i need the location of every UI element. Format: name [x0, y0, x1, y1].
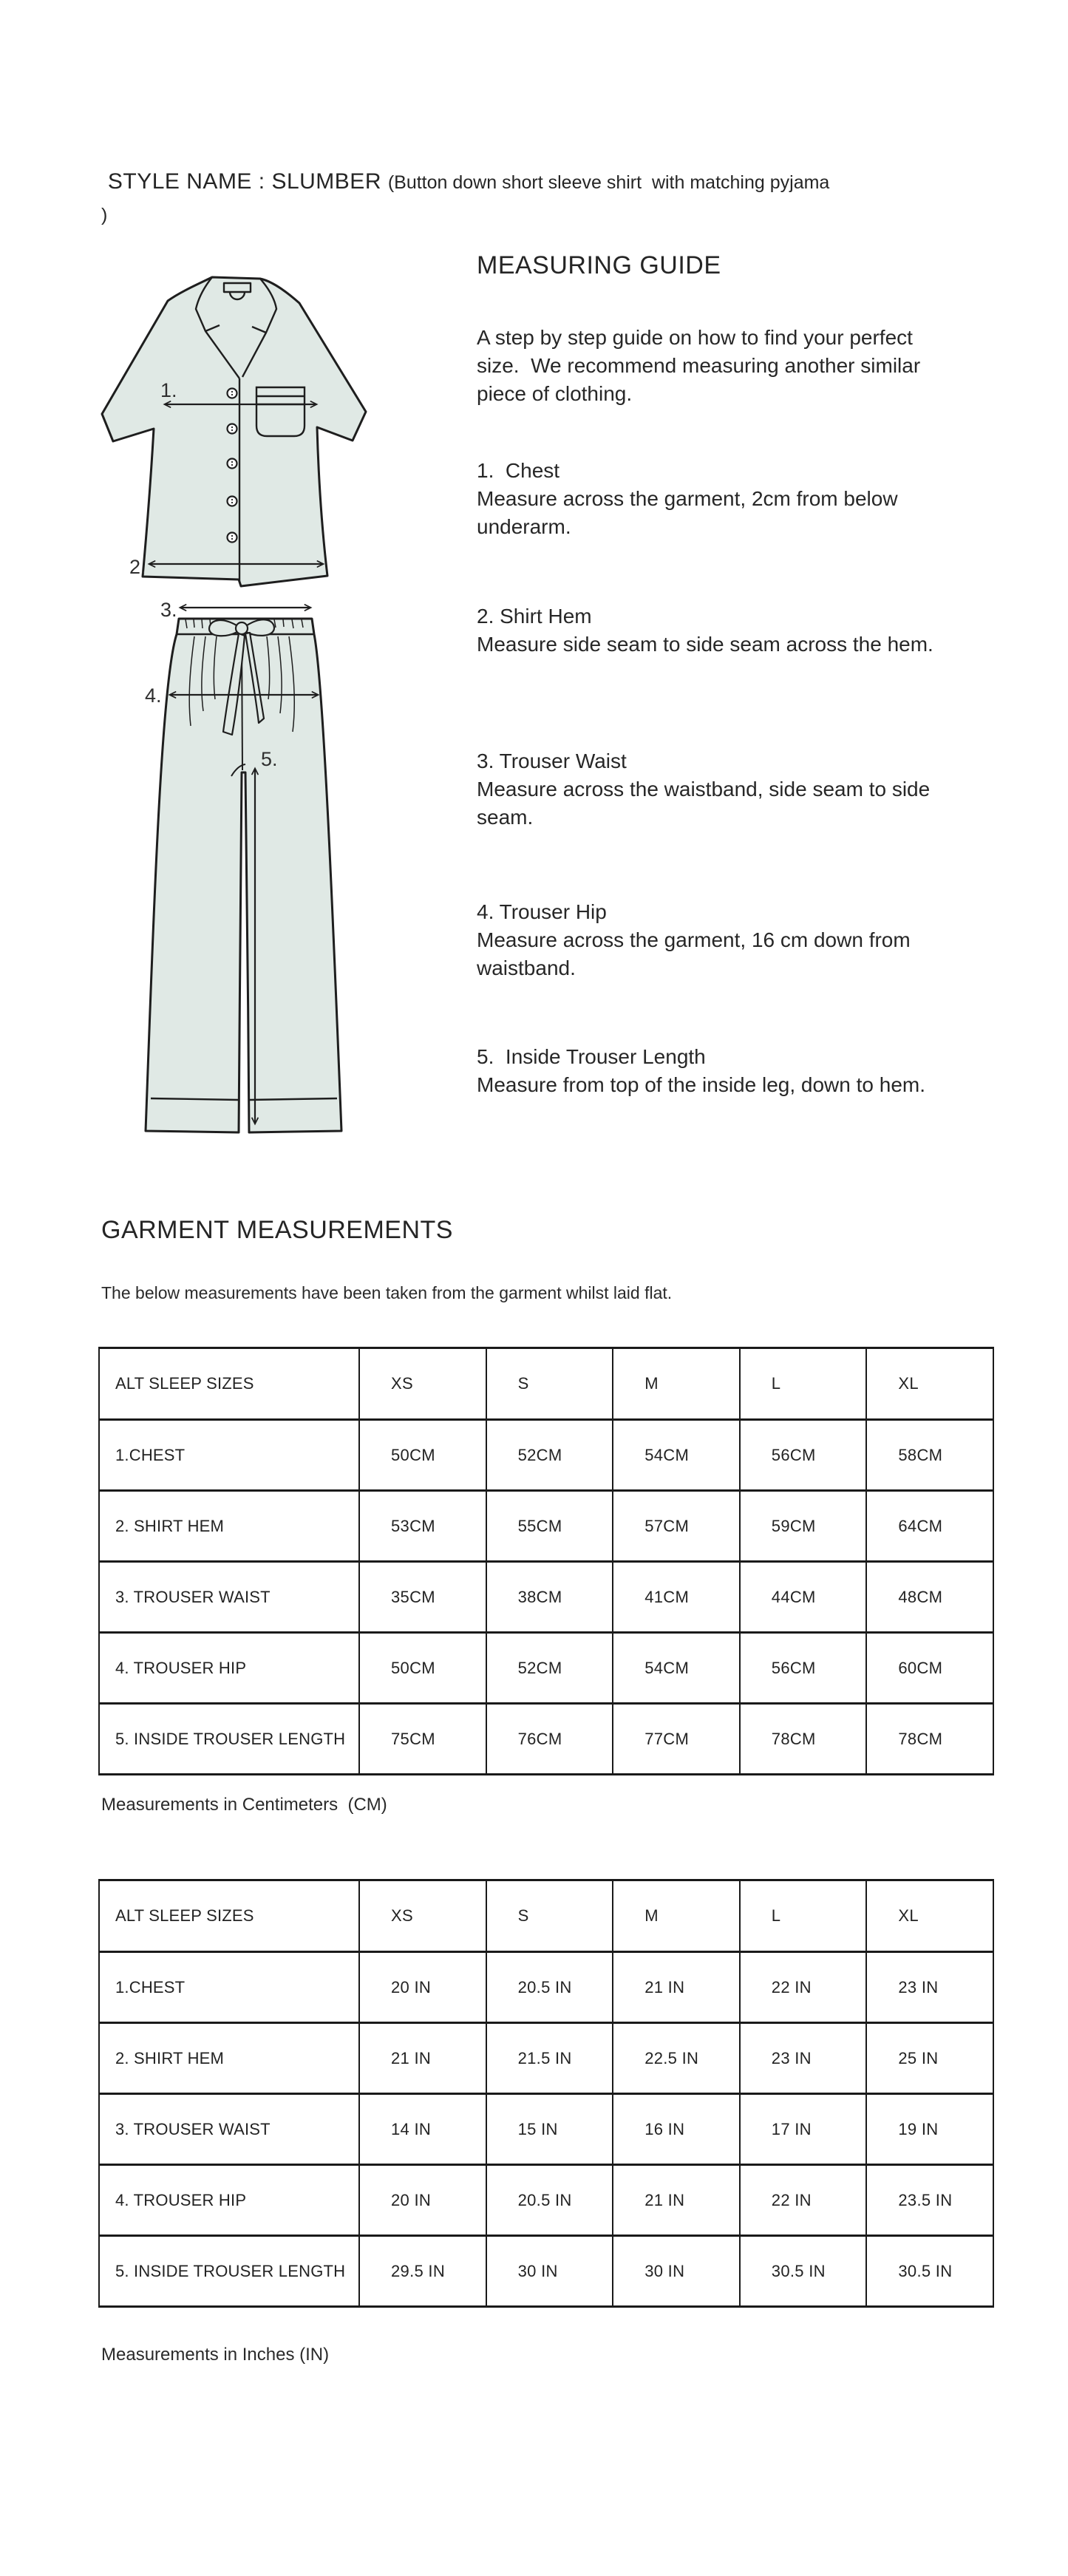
row-label: 1.CHEST — [99, 1420, 359, 1491]
measurement-value: 76CM — [486, 1704, 613, 1775]
measurement-value: 77CM — [613, 1704, 740, 1775]
row-label: 1.CHEST — [99, 1952, 359, 2023]
label-1: 1. — [160, 379, 177, 401]
measurement-value: 35CM — [359, 1562, 486, 1633]
measurement-value: 54CM — [613, 1633, 740, 1704]
row-label: 5. INSIDE TROUSER LENGTH — [99, 2236, 359, 2307]
measurement-value: 48CM — [866, 1562, 993, 1633]
measurement-value: 53CM — [359, 1491, 486, 1562]
style-description: (Button down short sleeve shirt with matching pyjama ) — [101, 172, 835, 225]
measurement-value: 19 IN — [866, 2094, 993, 2165]
table-row — [99, 2023, 993, 2094]
measurement-value: 50CM — [359, 1420, 486, 1491]
row-label: 4. TROUSER HIP — [99, 1633, 359, 1704]
measurement-value: 29.5 IN — [359, 2236, 486, 2307]
step-text: Measure across the garment, 16 cm down from waistband. — [477, 928, 916, 979]
row-label: 4. TROUSER HIP — [99, 2165, 359, 2236]
measurement-value: 30.5 IN — [866, 2236, 993, 2307]
table-row — [99, 1952, 993, 2023]
measurement-value: 21.5 IN — [486, 2023, 613, 2094]
measurement-value: 59CM — [740, 1491, 867, 1562]
measurement-value: 56CM — [740, 1420, 867, 1491]
step-text: Measure side seam to side seam across the hem. — [477, 633, 933, 656]
step-text: Measure across the garment, 2cm from below underarm. — [477, 487, 904, 538]
measurement-value: 20 IN — [359, 2165, 486, 2236]
size-table-cm — [98, 1347, 994, 1775]
column-header: S — [486, 1880, 613, 1952]
measurement-value: 38CM — [486, 1562, 613, 1633]
measurement-value: 16 IN — [613, 2094, 740, 2165]
style-name: STYLE NAME : SLUMBER — [107, 169, 388, 194]
row-label: 5. INSIDE TROUSER LENGTH — [99, 1704, 359, 1775]
measurement-value: 58CM — [866, 1420, 993, 1491]
measurement-value: 15 IN — [486, 2094, 613, 2165]
measurement-value: 52CM — [486, 1420, 613, 1491]
column-header: L — [740, 1348, 867, 1420]
garment-measurements-intro: The below measurements have been taken from the garment whilst laid flat. — [101, 1283, 673, 1302]
table-header-row — [99, 1348, 993, 1420]
step-text: Measure from top of the inside leg, down to hem. — [477, 1073, 925, 1096]
table-row — [99, 2094, 993, 2165]
column-header: XS — [359, 1348, 486, 1420]
row-label: 3. TROUSER WAIST — [99, 1562, 359, 1633]
table-row — [99, 1491, 993, 1562]
column-header: XL — [866, 1880, 993, 1952]
measurement-value: 22.5 IN — [613, 2023, 740, 2094]
measurement-value: 30 IN — [613, 2236, 740, 2307]
measurement-value: 25 IN — [866, 2023, 993, 2094]
label-2: 2. — [129, 556, 146, 578]
measuring-step-trouser-waist — [477, 747, 950, 832]
column-header: S — [486, 1348, 613, 1420]
in-table-caption: Measurements in Inches (IN) — [101, 2345, 330, 2365]
label-3: 3. — [160, 599, 177, 621]
measurement-value: 75CM — [359, 1704, 486, 1775]
column-header: XS — [359, 1880, 486, 1952]
measurement-value: 22 IN — [740, 1952, 867, 2023]
table-header-row — [99, 1880, 993, 1952]
row-label: 3. TROUSER WAIST — [99, 2094, 359, 2165]
size-table-in — [98, 1879, 994, 2308]
measurement-value: 23 IN — [740, 2023, 867, 2094]
step-title: 2. Shirt Hem — [477, 605, 592, 628]
shirt-illustration — [102, 277, 366, 586]
row-label: 2. SHIRT HEM — [99, 1491, 359, 1562]
measurement-value: 44CM — [740, 1562, 867, 1633]
measuring-guide-heading: MEASURING GUIDE — [477, 251, 721, 279]
measurement-value: 78CM — [866, 1704, 993, 1775]
step-title: 5. Inside Trouser Length — [477, 1045, 706, 1068]
column-header: XL — [866, 1348, 993, 1420]
measurement-value: 56CM — [740, 1633, 867, 1704]
label-4: 4. — [145, 684, 162, 707]
measuring-step-shirt-hem — [477, 602, 950, 659]
column-header: ALT SLEEP SIZES — [99, 1348, 359, 1420]
pyjama-illustration — [78, 259, 462, 1142]
measurement-value: 21 IN — [359, 2023, 486, 2094]
measuring-step-trouser-hip — [477, 898, 950, 982]
column-header: M — [613, 1880, 740, 1952]
measurement-value: 20.5 IN — [486, 2165, 613, 2236]
measurement-value: 60CM — [866, 1633, 993, 1704]
measurement-value: 20 IN — [359, 1952, 486, 2023]
measurement-value: 55CM — [486, 1491, 613, 1562]
measuring-guide-intro: A step by step guide on how to find your perfect size. We recommend measuring another similar piece of clothing. — [477, 326, 926, 405]
measurement-value: 64CM — [866, 1491, 993, 1562]
table-row — [99, 2165, 993, 2236]
measurement-value: 30.5 IN — [740, 2236, 867, 2307]
table-row — [99, 1562, 993, 1633]
garment-measurements-heading: GARMENT MEASUREMENTS — [101, 1216, 453, 1244]
measurement-value: 22 IN — [740, 2165, 867, 2236]
measuring-step-inside-trouser-length — [477, 1043, 950, 1099]
cm-measurements-table — [98, 1347, 996, 1775]
measurement-value: 20.5 IN — [486, 1952, 613, 2023]
column-header: ALT SLEEP SIZES — [99, 1880, 359, 1952]
measurement-value: 57CM — [613, 1491, 740, 1562]
measurement-value: 78CM — [740, 1704, 867, 1775]
measurement-value: 21 IN — [613, 1952, 740, 2023]
column-header: L — [740, 1880, 867, 1952]
table-row — [99, 1420, 993, 1491]
row-label: 2. SHIRT HEM — [99, 2023, 359, 2094]
measurement-value: 41CM — [613, 1562, 740, 1633]
measurement-value: 17 IN — [740, 2094, 867, 2165]
step-title: 4. Trouser Hip — [477, 900, 607, 923]
measurement-value: 14 IN — [359, 2094, 486, 2165]
step-title: 1. Chest — [477, 459, 560, 482]
cm-table-caption: Measurements in Centimeters (CM) — [101, 1795, 387, 1815]
measurement-value: 23 IN — [866, 1952, 993, 2023]
label-5: 5. — [261, 748, 278, 770]
measurement-value: 54CM — [613, 1420, 740, 1491]
table-row — [99, 2236, 993, 2307]
measuring-step-chest — [477, 457, 950, 541]
measurement-value: 21 IN — [613, 2165, 740, 2236]
measurement-value: 30 IN — [486, 2236, 613, 2307]
table-row — [99, 1704, 993, 1775]
measurement-value: 23.5 IN — [866, 2165, 993, 2236]
step-text: Measure across the waistband, side seam to side seam. — [477, 778, 936, 829]
table-row — [99, 1633, 993, 1704]
trouser-cuffs — [151, 1098, 337, 1100]
trousers-illustration — [146, 619, 341, 1132]
page-title — [101, 137, 840, 233]
in-measurements-table — [98, 1879, 996, 2308]
step-title: 3. Trouser Waist — [477, 750, 627, 772]
measurement-value: 52CM — [486, 1633, 613, 1704]
measurement-value: 50CM — [359, 1633, 486, 1704]
pyjama-technical-drawing — [78, 259, 462, 1142]
column-header: M — [613, 1348, 740, 1420]
